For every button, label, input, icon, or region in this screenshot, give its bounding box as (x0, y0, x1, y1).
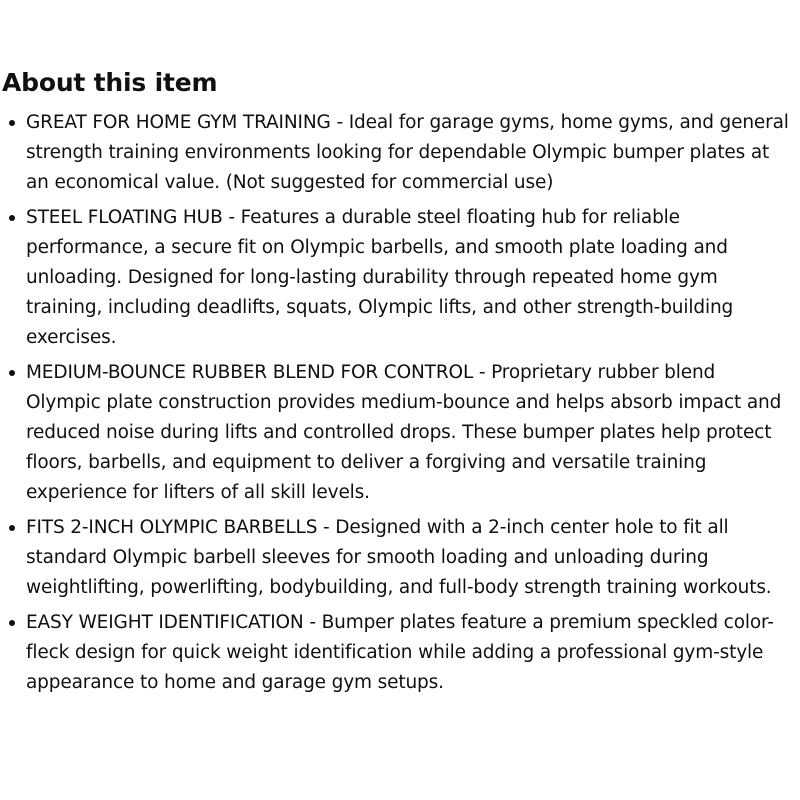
section-title: About this item (2, 68, 218, 97)
feature-bullet-list (2, 108, 792, 698)
feature-bullet-weight-identification: EASY WEIGHT IDENTIFICATION - Bumper plates feature a premium speckled color-fleck design for quick weight identification while adding a professional gym-style appearance to home and garage gym setups. (2, 608, 792, 698)
feature-bullet-fits-olympic-barbells: FITS 2-INCH OLYMPIC BARBELLS - Designed with a 2-inch center hole to fit all standard Olympic barbell sleeves for smooth loading and unloading during weightlifting, powerlifting, bodybuilding, and full-body strength training workouts. (2, 513, 792, 603)
feature-bullet-home-gym-training: GREAT FOR HOME GYM TRAINING - Ideal for garage gyms, home gyms, and general strength training environments looking for dependable Olympic bumper plates at an economical value. (Not suggested for commercial use) (2, 108, 792, 198)
feature-bullet-rubber-blend: MEDIUM-BOUNCE RUBBER BLEND FOR CONTROL - Proprietary rubber blend Olympic plate construction provides medium-bounce and helps absorb impact and reduced noise during lifts and controlled drops. These bumper plates help protect floors, barbells, and equipment to deliver a forgiving and versatile training experience for lifters of all skill levels. (2, 358, 792, 508)
feature-bullet-steel-floating-hub: STEEL FLOATING HUB - Features a durable steel floating hub for reliable performance, a secure fit on Olympic barbells, and smooth plate loading and unloading. Designed for long-lasting durability through repeated home gym training, including deadlifts, squats, Olympic lifts, and other strength-building exercises. (2, 203, 792, 353)
about-this-item-section (2, 66, 792, 703)
